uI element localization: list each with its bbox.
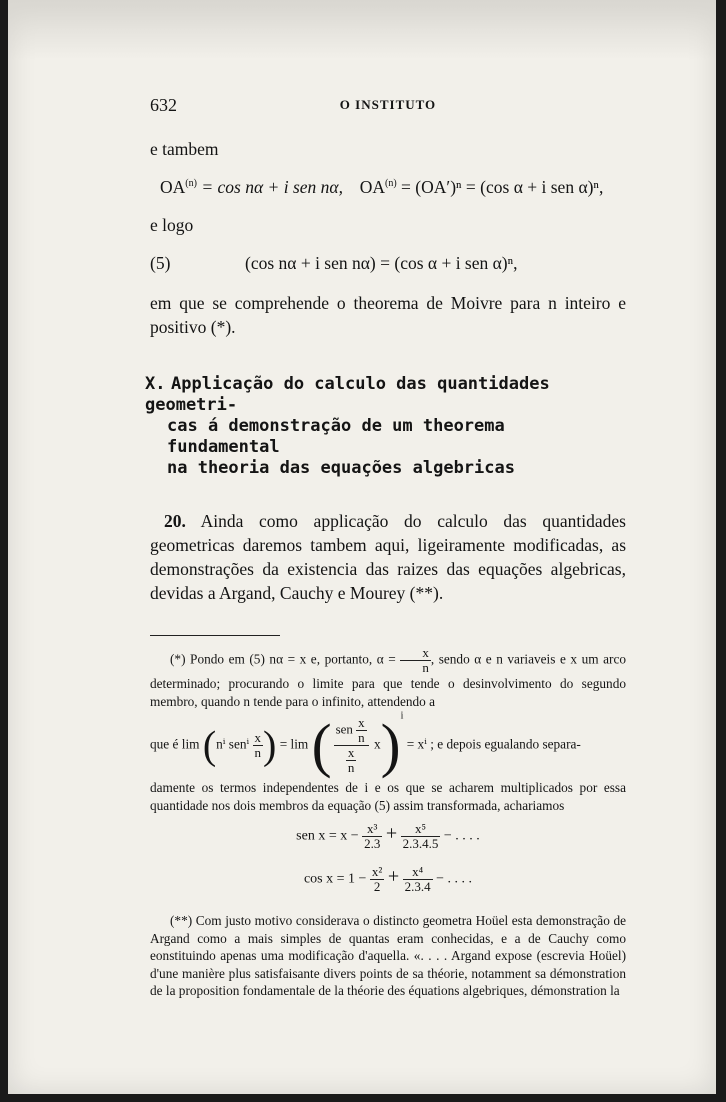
frac-den: 2.3.4.5: [402, 836, 439, 851]
cos-series: [150, 865, 626, 894]
frac-num: x: [254, 730, 262, 745]
fraction-sen-over-frac: [334, 716, 369, 775]
limit-lhs: que é lim: [150, 736, 200, 752]
sen-term-2: [401, 822, 441, 851]
section-title-line1: Applicação do calculo das quantidades geometri-: [145, 374, 550, 415]
plus-sign: +: [385, 822, 398, 845]
frac-den: n: [422, 660, 429, 675]
footnote-1-cont: , sendo α e n variaveis e x um arco determinado; procurando o limite para que tende o desinvolvimento do segundo membro, quando n tende para o infinito, attendendo a: [150, 651, 626, 709]
frac-num: x²: [371, 864, 383, 879]
section-number: X.: [145, 374, 166, 394]
journal-title: O INSTITUTO: [339, 97, 437, 112]
equation-oa: [160, 175, 626, 199]
section-title-line2: cas á demonstração de um theorema fundamental: [167, 416, 505, 457]
text-e-tambem: e tambem: [150, 139, 219, 159]
frac-num: x³: [362, 822, 382, 837]
limit-result: = xⁱ ; e depois egualando separa-: [406, 736, 581, 752]
fraction-x-n-small: [346, 746, 357, 775]
footnote-1: [150, 646, 626, 710]
eq-oa-sup: (n): [185, 178, 197, 190]
page-edge-shadow: [8, 0, 716, 60]
section-heading: [145, 374, 626, 479]
sen-tail: − . . . .: [443, 828, 480, 844]
frac-den: n: [254, 745, 262, 760]
frac-num: x⁴: [403, 865, 433, 880]
paragraph-20: [150, 509, 626, 605]
frac-num: x: [358, 715, 365, 730]
section-title-line3: na theoria das equações algebricas: [167, 458, 515, 478]
frac-num: x: [347, 745, 355, 760]
paragraph-20-text: Ainda como applicação do calculo das quantidades geometricas daremos tambem aqui, ligeiramente modificadas, as demonstrações da existencia das raizes das equações algebricas, devidas a Argand, Cauchy e Mourey (**).: [150, 511, 626, 603]
footnote-1-start: (*) Pondo em (5) nα = x e, portanto, α =: [170, 651, 396, 667]
times-x: x: [373, 736, 381, 752]
frac-num: x: [400, 646, 431, 661]
sen-term-1: [362, 822, 382, 851]
eq-oa2-rhs: = (OA′)ⁿ = (cos α + i sen α)ⁿ,: [401, 177, 604, 197]
cos-lhs: cos x = 1 −: [303, 871, 367, 887]
running-head: [150, 95, 626, 117]
frac-num-sen: [334, 716, 369, 746]
moivre-paragraph: em que se comprehende o theorema de Moivre para n inteiro e positivo (*).: [150, 293, 626, 337]
paragraph-number: 20.: [164, 511, 186, 531]
frac-den: 2.3: [364, 836, 381, 851]
page-number: 632: [150, 95, 177, 115]
limit-expression: que é lim (nⁱ senⁱ $\frac{x}{n}$ ) = lim ( sen $\frac{x}{n}$ $\frac{x}{n}$ x)$^i$ = xⁱ ; e depois egualando separa-: [150, 710, 581, 779]
frac-den: n: [358, 730, 365, 745]
equation-label: (5): [150, 253, 171, 273]
plus-sign: +: [387, 865, 400, 888]
footnote-2: (**) Com justo motivo considerava o distincto geometra Hoüel esta demonstração de Argand como a mais simples de quantas eram conhecidas, e a de Cauchy como eonstituindo apenas uma modificação d'aquella. «. . . . Argand expose (escrevia Hoüel) d'une manière plus satisfaisante divers points de sa théorie, notamment sa démonstration de la proposition fondamentale de la théorie des équations algebriques, démonstration la: [150, 913, 626, 998]
eq-oa-term: OA: [160, 177, 186, 197]
fraction-x-n-small: [356, 716, 367, 745]
sen-word: sen: [335, 721, 353, 737]
cos-term-2: [403, 865, 433, 894]
limit-equals: = lim: [279, 736, 309, 752]
cos-term-1: [370, 865, 384, 894]
sen-lhs: sen x = x −: [296, 828, 359, 844]
frac-den: n: [347, 760, 355, 775]
fraction-x-over-n: [400, 646, 431, 675]
page-content: [145, 95, 626, 1000]
fraction-x-n-inner: [253, 731, 264, 760]
frac-den: 2.3.4: [404, 879, 431, 894]
footnote-1-rest: damente os termos independentes de i e os que se acharem multiplicados por essa quantidade nos dois membros da equação (5) assim transformada, achariamos: [150, 780, 626, 813]
frac-den-x-n: [334, 746, 369, 775]
frac-den: 2: [373, 879, 381, 894]
frac-num: x⁵: [401, 822, 441, 837]
exponent-i: i: [400, 710, 404, 722]
equation-5-body: (cos nα + i sen nα) = (cos α + i sen α)ⁿ,: [245, 253, 518, 273]
sen-series: [150, 822, 626, 851]
footnote-rule: [150, 635, 280, 636]
eq-oa-rhs: = cos nα + i sen nα,: [201, 177, 343, 197]
cos-tail: − . . . .: [436, 871, 473, 887]
limit-inner: nⁱ senⁱ: [216, 736, 250, 752]
eq-oa2-sup: (n): [385, 178, 397, 190]
text-e-logo: e logo: [150, 215, 194, 235]
eq-oa2-term: OA: [359, 177, 385, 197]
equation-5: [150, 251, 626, 275]
